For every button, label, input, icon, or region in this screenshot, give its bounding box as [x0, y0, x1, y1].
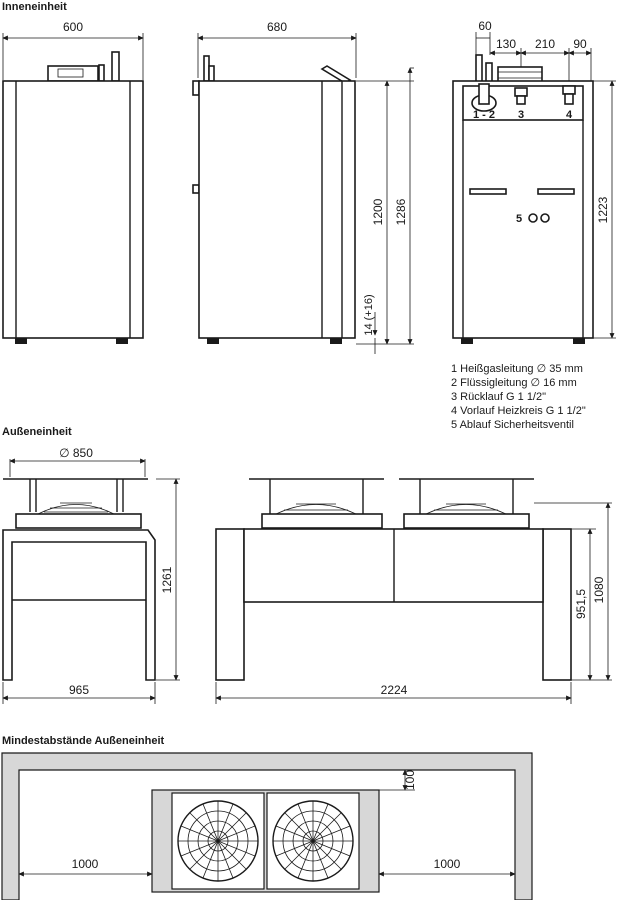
- dim-clearance-right: 1000: [433, 857, 461, 871]
- fan-grille-right: [273, 801, 353, 881]
- dim-fan-diameter: ∅ 850: [59, 446, 93, 460]
- conn-label-3: 3: [517, 109, 525, 121]
- dim-total-height: 1286: [394, 198, 408, 226]
- dim-conn-90: 90: [573, 37, 587, 51]
- heading-indoor-unit: Inneneinheit: [2, 1, 67, 13]
- dim-outdoor-951: 951,5: [574, 588, 588, 620]
- legend-item-1: 1 Heißgasleitung ∅ 35 mm: [451, 363, 583, 375]
- dim-feet: 14 (+16): [363, 294, 375, 336]
- conn-label-1-2: 1 - 2: [472, 109, 496, 121]
- dim-side-depth: 680: [266, 20, 288, 34]
- dim-conn-60: 60: [478, 19, 492, 33]
- dim-clearance-left: 1000: [71, 857, 99, 871]
- legend-item-3: 3 Rücklauf G 1 1/2": [451, 391, 547, 403]
- legend-item-5: 5 Ablauf Sicherheitsventil: [451, 419, 574, 431]
- dim-conn-210: 210: [534, 37, 556, 51]
- dim-outdoor-front-width: 2224: [380, 683, 408, 697]
- legend-item-4: 4 Vorlauf Heizkreis G 1 1/2": [451, 405, 586, 417]
- indoor-front-view: [3, 20, 143, 344]
- dim-front-width: 600: [62, 20, 84, 34]
- conn-label-5: 5: [516, 213, 523, 225]
- indoor-rear-view: [453, 19, 616, 344]
- outdoor-side-view: [3, 446, 180, 704]
- dim-conn-130: 130: [495, 37, 517, 51]
- outdoor-front-view: [216, 479, 612, 704]
- legend: [451, 363, 586, 431]
- dim-outdoor-1080: 1080: [592, 576, 606, 604]
- heading-clearances: Mindestabstände Außeneinheit: [2, 735, 165, 747]
- fan-grille-left: [178, 801, 258, 881]
- dim-rear-height: 1223: [596, 196, 610, 224]
- heading-outdoor-unit: Außeneinheit: [2, 426, 72, 438]
- legend-item-2: 2 Flüssigleitung ∅ 16 mm: [451, 377, 577, 389]
- dim-clearance-top: 100: [403, 769, 417, 791]
- clearance-plan: [2, 753, 532, 900]
- dim-outdoor-side-width: 965: [68, 683, 90, 697]
- dim-outdoor-height: 1261: [160, 566, 174, 594]
- indoor-side-view: [193, 20, 414, 354]
- conn-label-4: 4: [565, 109, 573, 121]
- dim-body-height: 1200: [371, 198, 385, 226]
